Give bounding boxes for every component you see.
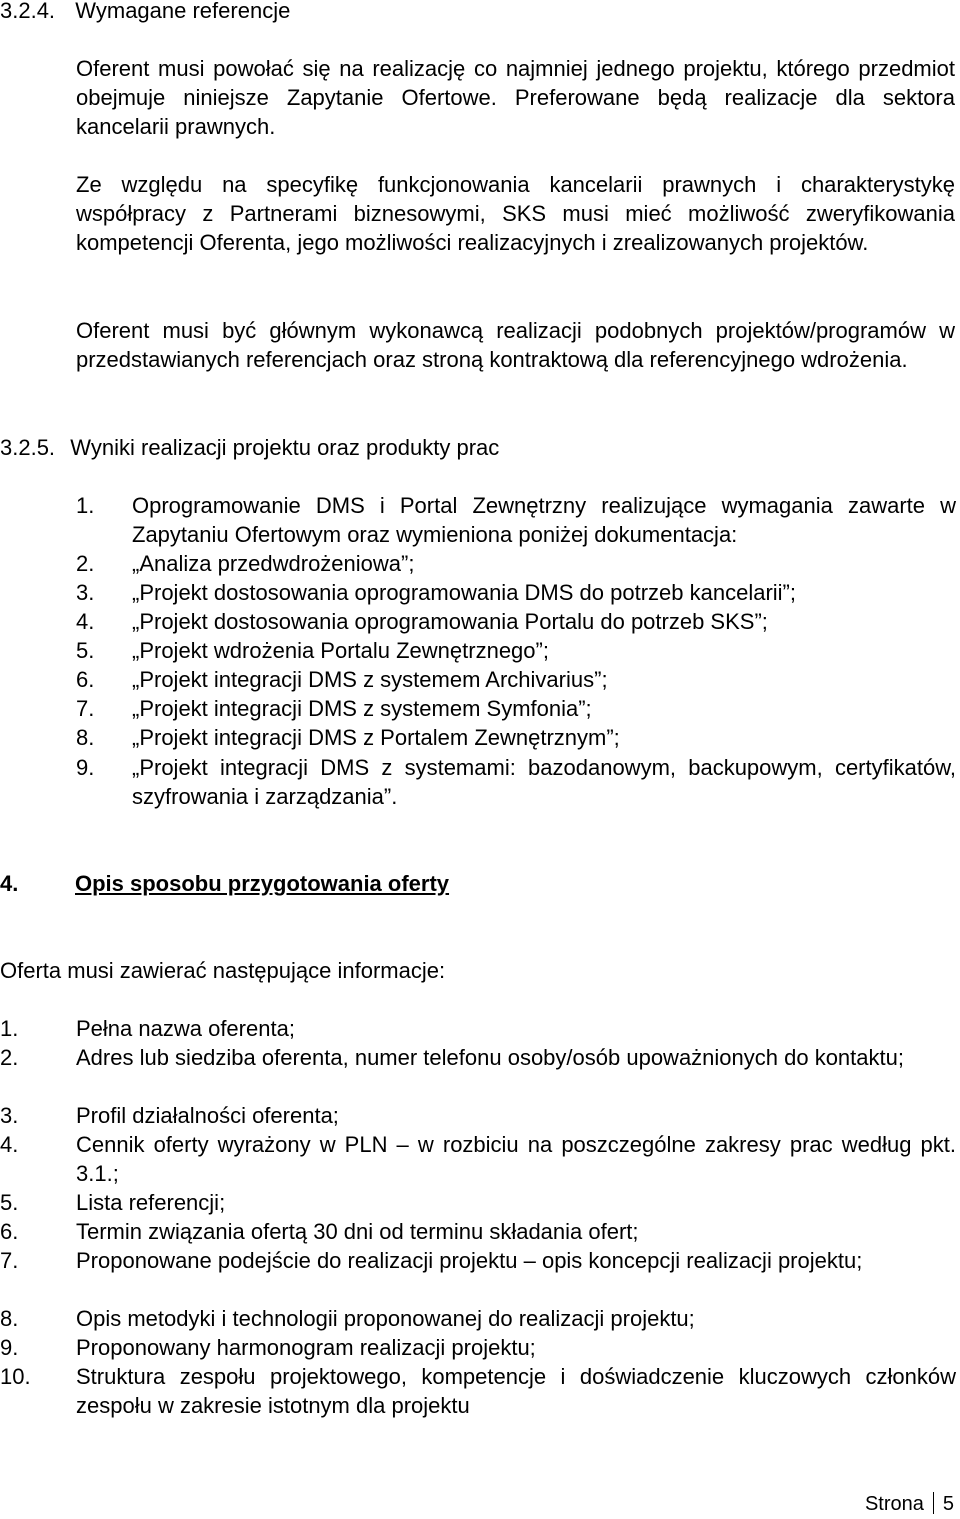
section-number: 4.	[0, 871, 19, 896]
page-number: 5	[942, 1493, 954, 1515]
page-footer	[865, 1490, 954, 1519]
section-heading-3-2-5	[0, 433, 499, 462]
paragraph-references-2: Ze względu na specyfikę funkcjonowania kancelarii prawnych i charakterystykę współpracy z Partnerami biznesowymi, SKS musi mieć możliwość zweryfikowania kompetencji Oferenta, jego możliwości realizacyjnych i zrealizowanych projektów.	[76, 172, 955, 255]
document-page: 3.2.4. Wymagane referencje Oferent musi powołać się na realizację co najmniej jednego projektu, którego przedmiot obejmuje niniejsze Zapytanie Ofertowe. Preferowane będą realizacje dla sektora kancelarii prawnych. Ze względu na specyfikę funkcjonowania kancelarii prawnych i charakterystykę współpracy z Partnerami biznesowymi, SKS musi mieć możliwość zweryfikowania kompetencji Oferenta, jego możliwości realizacyjnych i zrealizowanych projektów. Oferent musi być głównym wykonawcą realizacji podobnych projektów/programów w przedstawianych referencjach oraz stroną kontraktową dla referencyjnego wdrożenia. 3.2.5. Wyniki realizacji projektu oraz produkty prac 1. Oprogramowanie DMS i Portal Zewnętrzny realizujące wymagania zawarte w Zapytaniu Ofertowym oraz wymieniona poniżej dokumentacja: 2. „Analiza przedwdrożeniowa”; 3. „Projekt dostosowania oprogramowania DMS do potrzeb kancelarii”; 4. „Projekt dostosowania oprogramowania Portalu do potrzeb SKS”; 5. „Projekt wdrożenia Portalu Zewnętrznego”; 6. „Projekt integracji DMS z systemem Archivarius”; 7. „Projekt integracji DMS z systemem Symfonia”; 8. „Projekt integracji DMS z Portalem Zewnętrznym”; 9. „Projekt integracji DMS z systemami: bazodanowym, backupowym, certyfikatów, szyfrowania i zarządzania”. 4. Opis sposobu przygotowania oferty Oferta musi zawierać następujące informacje: 1. Pełna nazwa oferenta; 2. Adres lub siedziba oferenta, numer telefonu osoby/osób upoważnionych do kontaktu; 3. Profil działalności oferenta; 4. Cennik oferty wyrażony w PLN – w rozbiciu na poszczególne zakresy prac według pkt. 3.1.; 5. Lista referencji; 6. Termin związania ofertą 30 dni od terminu składania ofert; 7. Proponowane podejście do realizacji projektu – opis koncepcji realizacji projektu; 8. Opis metodyki i technologii proponowanej do realizacji projektu; 9. Proponowany harmonogram realizacji projektu; 10. Struktura zespołu projektowego, kompetencje i doświadczenie kluczowych członków zespołu w zakresie istotnym dla projektu Strona 5	[0, 0, 960, 1519]
section-title: Opis sposobu przygotowania oferty	[75, 871, 450, 896]
section-title: Wyniki realizacji projektu oraz produkty prac	[70, 435, 500, 460]
footer-divider	[933, 1492, 934, 1514]
section-number: 3.2.5.	[0, 435, 56, 460]
paragraph-references-1: Oferent musi powołać się na realizację co najmniej jednego projektu, którego przedmiot obejmuje niniejsze Zapytanie Ofertowe. Preferowane będą realizacje dla sektora kancelarii prawnych.	[76, 56, 955, 139]
section-number: 3.2.4.	[0, 0, 56, 23]
offer-intro: Oferta musi zawierać następujące informacje:	[0, 958, 446, 983]
page-label: Strona	[864, 1493, 924, 1515]
paragraph-references-3: Oferent musi być głównym wykonawcą realizacji podobnych projektów/programów w przedstawianych referencjach oraz stroną kontraktową dla referencyjnego wdrożenia.	[76, 318, 955, 372]
section-title: Wymagane referencje	[75, 0, 291, 23]
section-heading-3-2-4	[0, 0, 290, 25]
